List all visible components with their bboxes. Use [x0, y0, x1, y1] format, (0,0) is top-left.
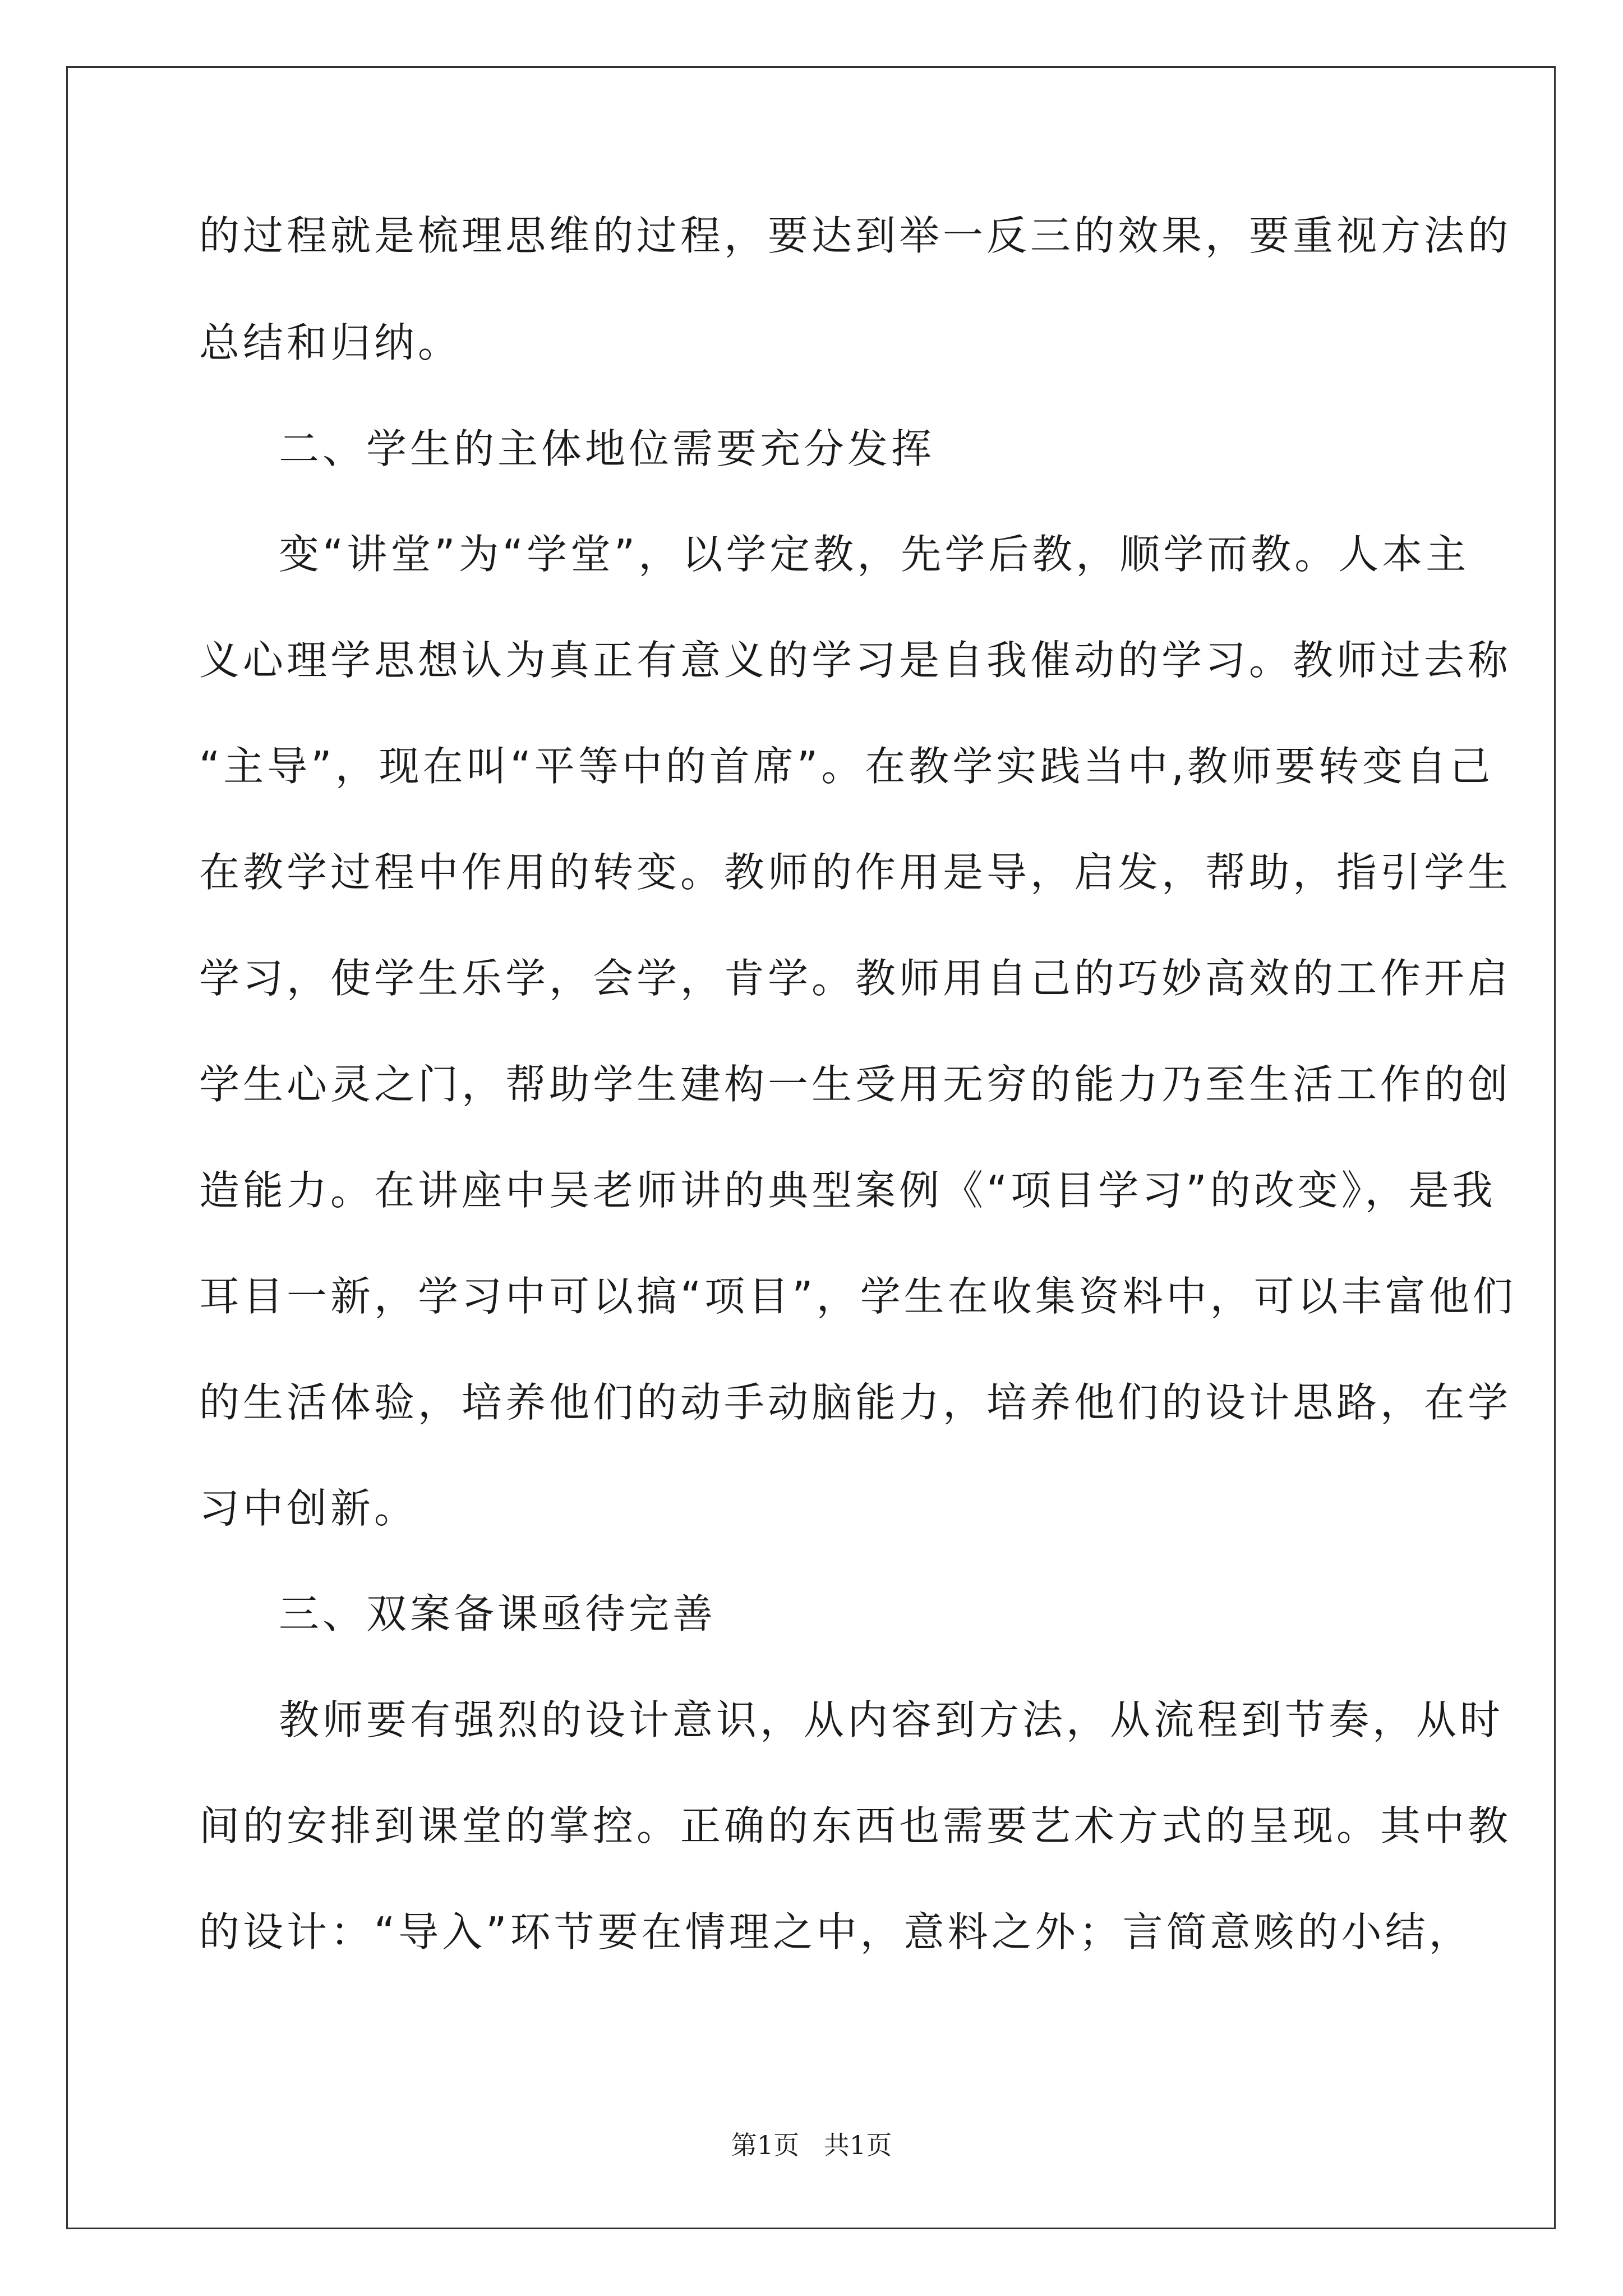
text-line: 耳目一新，学习中可以搞“项目”，学生在收集资料中，可以丰富他们 [199, 1273, 1516, 1320]
text-line: 的生活体验，培养他们的动手动脑能力，培养他们的设计思路，在学 [199, 1379, 1512, 1426]
text-line: 在教学过程中作用的转变。教师的作用是导，启发，帮助，指引学生 [199, 849, 1512, 896]
text-line: 习中创新。 [199, 1485, 418, 1532]
text-line: 学习，使学生乐学，会学，肯学。教师用自己的巧妙高效的工作开启 [199, 955, 1512, 1002]
text-line: 的过程就是梳理思维的过程，要达到举一反三的效果，要重视方法的 [199, 212, 1512, 259]
section-heading: 三、双案备课亟待完善 [279, 1590, 717, 1637]
text-line: 教师要有强烈的设计意识，从内容到方法，从流程到节奏，从时 [279, 1696, 1504, 1743]
text-line: 学生心灵之门，帮助学生建构一生受用无穷的能力乃至生活工作的创 [199, 1061, 1512, 1108]
text-line: 变“讲堂”为“学堂”，以学定教，先学后教，顺学而教。人本主 [279, 531, 1470, 578]
page-number: 第1页 共1页 [731, 2130, 892, 2160]
text-line: 义心理学思想认为真正有意义的学习是自我催动的学习。教师过去称 [199, 637, 1512, 684]
text-line: 总结和归纳。 [199, 319, 462, 366]
text-line: 的设计：“导入”环节要在情理之中，意料之外；言简意赅的小结， [199, 1908, 1473, 1955]
text-line: 造能力。在讲座中吴老师讲的典型案例《“项目学习”的改变》，是我 [199, 1167, 1496, 1214]
text-line: 间的安排到课堂的掌控。正确的东西也需要艺术方式的呈现。其中教 [199, 1802, 1512, 1849]
section-heading: 二、学生的主体地位需要充分发挥 [279, 425, 935, 472]
text-line: “主导”，现在叫“平等中的首席”。在教学实践当中,教师要转变自己 [199, 743, 1494, 790]
